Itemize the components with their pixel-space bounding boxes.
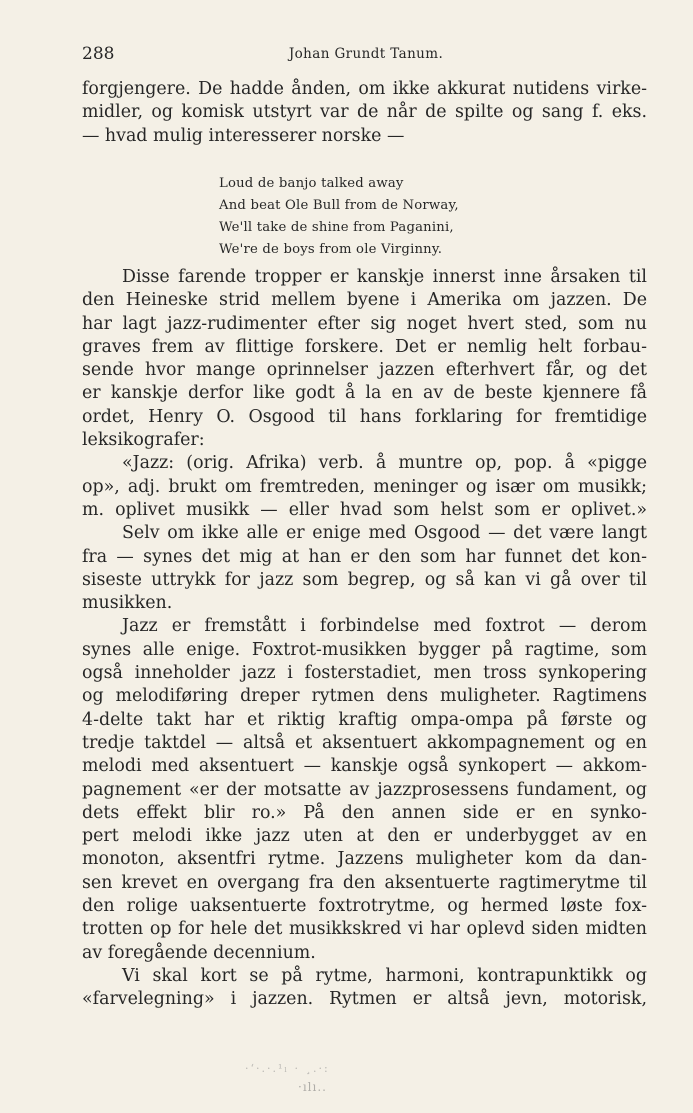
text-line: pert melodi ikke jazz uten at den er underbygget av en [82,826,647,847]
text-line: og melodiføring dreper rytmen dens muligheter. Ragtimens [82,686,647,707]
text-line: også inneholder jazz i fosterstadiet, men tross synkopering [82,663,647,684]
text-line: melodi med aksentuert — kanskje også synkopert — akkom- [82,756,647,777]
text-line: tredje taktdel — altså et aksentuert akkompagnement og en [82,732,647,753]
text-line: den Heineske strid mellem byene i Amerika om jazzen. De [82,290,647,311]
text-line: sende hvor mange oprinnelser jazzen efterhvert får, og det [82,360,647,381]
text-line: trotten op for hele det musikkskred vi har oplevd siden midten [82,919,647,940]
verse-line: And beat Ole Bull from de Norway, [219,198,459,213]
text-line: synes alle enige. Foxtrot-musikken bygger på ragtime, som [82,639,647,660]
text-line: forgjengere. De hadde ånden, om ikke akkurat nutidens virke- [82,79,647,99]
definition-line: «Jazz: (orig. Afrika) verb. å muntre op, pop. å «pigge [122,453,647,474]
running-head: Johan Grundt Tanum. [288,46,444,62]
text-line: av foregående decennium. [82,942,316,963]
text-line: midler, og komisk utstyrt var de når de spilte og sang f. eks. [82,102,647,123]
text-line: pagnement «er der motsatte av jazzprosessens fundament, og [82,779,647,800]
text-line: fra — synes det mig at han er den som har funnet det kon- [82,546,647,567]
text-line: ordet, Henry O. Osgood til hans forklaring for fremtidige [82,406,647,427]
intro-paragraph [82,78,647,148]
verse-line: We're de boys from ole Virginny. [219,242,443,257]
verse-line: We'll take de shine from Paganini, [219,220,454,235]
text-line: «farvelegning» i jazzen. Rytmen er altså jevn, motorisk, [82,989,647,1010]
page-header [82,44,650,70]
text-line: leksikografer: [82,430,205,451]
text-line: dets effekt blir ro.» På den annen side er en synko- [82,802,647,823]
text-line: Disse farende tropper er kanskje innerst inne årsaken til [122,267,647,287]
text-line: musikken. [82,593,173,614]
text-line: har lagt jazz-rudimenter efter sig noget hvert sted, som nu [82,313,647,334]
definition-line: op», adj. brukt om fremtreden, meninger og især om musikk; [82,476,647,497]
text-line: 4-delte takt har et riktig kraftig ompa-ompa på første og [82,709,647,730]
text-line: Selv om ikke alle er enige med Osgood — det være langt [122,523,647,544]
text-line: Jazz er fremstått i forbindelse med foxtrot — derom [122,616,647,637]
text-line: den rolige uaksentuerte foxtrotrytme, og hermed løste fox- [82,896,647,917]
definition-line: m. oplivet musikk — eller hvad som helst som er oplivet.» [82,499,647,520]
text-line: monoton, aksentfri rytme. Jazzens muligheter kom da dan- [82,849,647,870]
text-line: Vi skal kort se på rytme, harmoni, kontrapunktikk og [122,965,647,986]
body-text [82,266,647,1012]
text-line: sen krevet en overgang fra den aksentuerte ragtimerytme til [82,872,647,893]
page-number: 288 [82,44,115,64]
verse-quote [219,173,459,261]
print-smudge-mark: ·ılı.. [298,1080,327,1094]
text-line: graves frem av flittige forskere. Det er nemlig helt forbau- [82,336,647,357]
text-line: er kanskje derfor like godt å la en av de beste kjennere få [82,383,647,404]
text-line: — hvad mulig interesserer norske — [82,125,405,146]
verse-line: Loud de banjo talked away [219,176,404,191]
print-smudge-mark: ·‘·.·.¹ₗ · ¸.·: [245,1062,330,1075]
text-line: siseste uttrykk for jazz som begrep, og så kan vi gå over til [82,569,647,590]
